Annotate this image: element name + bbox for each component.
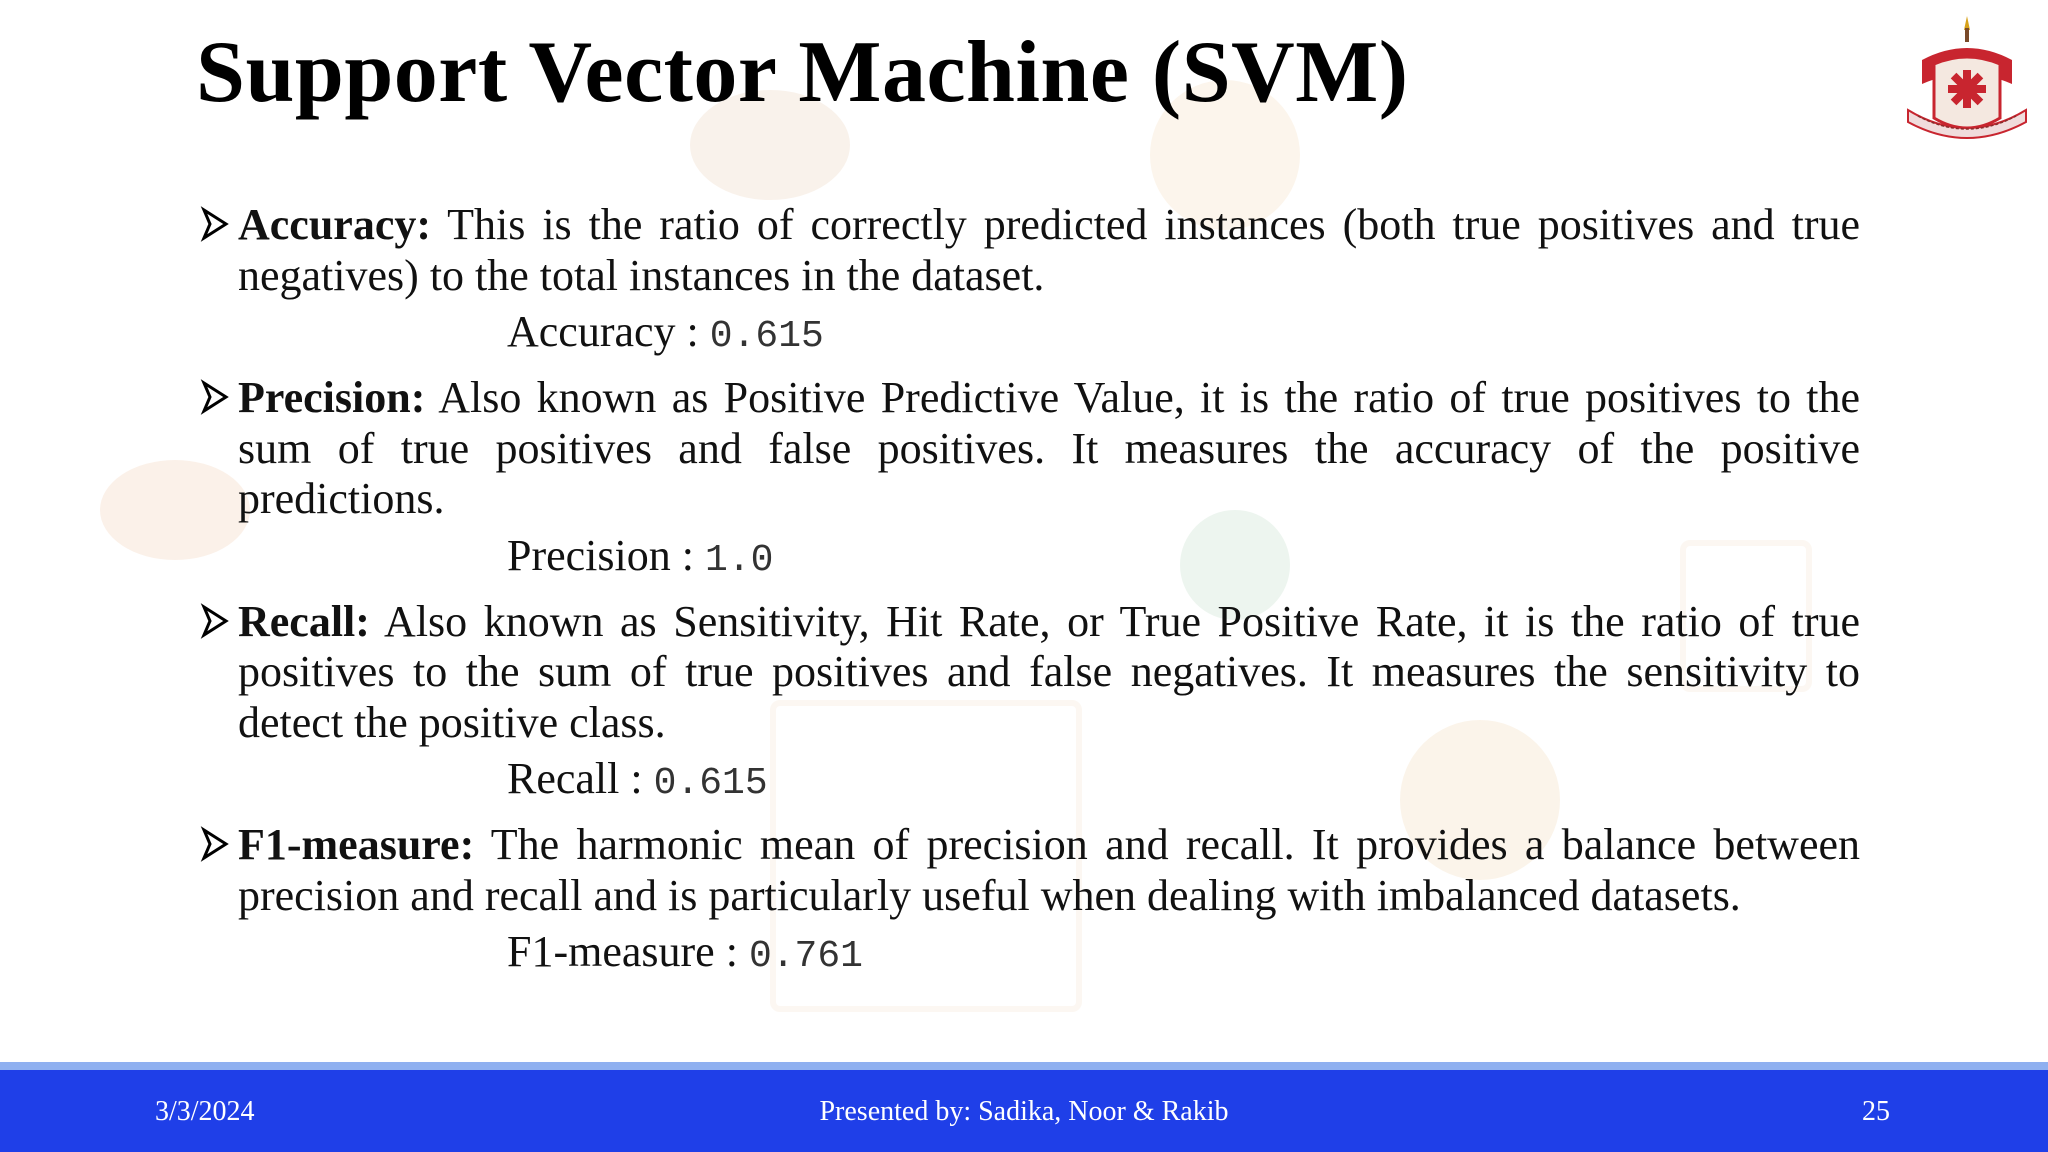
slide-title: Support Vector Machine (SVM) (196, 24, 1409, 121)
footer-divider (0, 1062, 2048, 1070)
bullet-text: Also known as Positive Predictive Value, it is the ratio of true positives to the sum of true positives and false positives. It measures the accuracy of the positive predictions. (238, 373, 1860, 523)
metric-label: Accuracy : (507, 307, 710, 356)
university-crest-logo (1900, 14, 2034, 142)
footer-bar (0, 1070, 2048, 1152)
arrowhead-bullet-icon (200, 377, 230, 417)
bullet-text: This is the ratio of correctly predicted instances (both true positives and true negatives) to the total instances in the dataset. (238, 200, 1860, 300)
bullet-text: Also known as Sensitivity, Hit Rate, or True Positive Rate, it is the ratio of true positives to the sum of true positives and false negatives. It measures the sensitivity to detect the positive class. (238, 596, 1860, 747)
bullet-lead: Recall: (238, 596, 370, 646)
metric-label: Precision : (507, 530, 705, 580)
arrowhead-bullet-icon (200, 601, 230, 641)
metric-value: 0.615 (709, 315, 824, 358)
bullet-f1-measure (200, 820, 1860, 921)
footer-date: 3/3/2024 (155, 1096, 255, 1127)
bullet-lead: Precision: (238, 373, 426, 422)
footer-presenter: Presented by: Sadika, Noor & Rakib (819, 1096, 1229, 1127)
slide-body (200, 200, 1860, 993)
bullet-recall (200, 597, 1860, 749)
metric-label: F1-measure : (507, 927, 749, 976)
metric-accuracy (200, 307, 1860, 362)
metric-value: 1.0 (704, 538, 774, 582)
metric-value: 0.615 (653, 762, 768, 805)
bullet-accuracy (200, 200, 1860, 301)
metric-precision (200, 531, 1860, 586)
arrowhead-bullet-icon (200, 824, 230, 864)
bullet-lead: Accuracy: (238, 200, 432, 249)
arrowhead-bullet-icon (200, 204, 230, 244)
bullet-lead: F1-measure: (238, 820, 475, 869)
bullet-text: The harmonic mean of precision and recall. It provides a balance between precision and recall and is particularly useful when dealing with imbalanced datasets. (238, 820, 1860, 920)
metric-value: 0.761 (748, 935, 863, 978)
bullet-precision (200, 373, 1860, 525)
metric-recall (200, 754, 1860, 809)
metric-f1-measure (200, 927, 1860, 982)
metric-label: Recall : (507, 754, 654, 803)
page-number: 25 (1862, 1096, 1890, 1127)
